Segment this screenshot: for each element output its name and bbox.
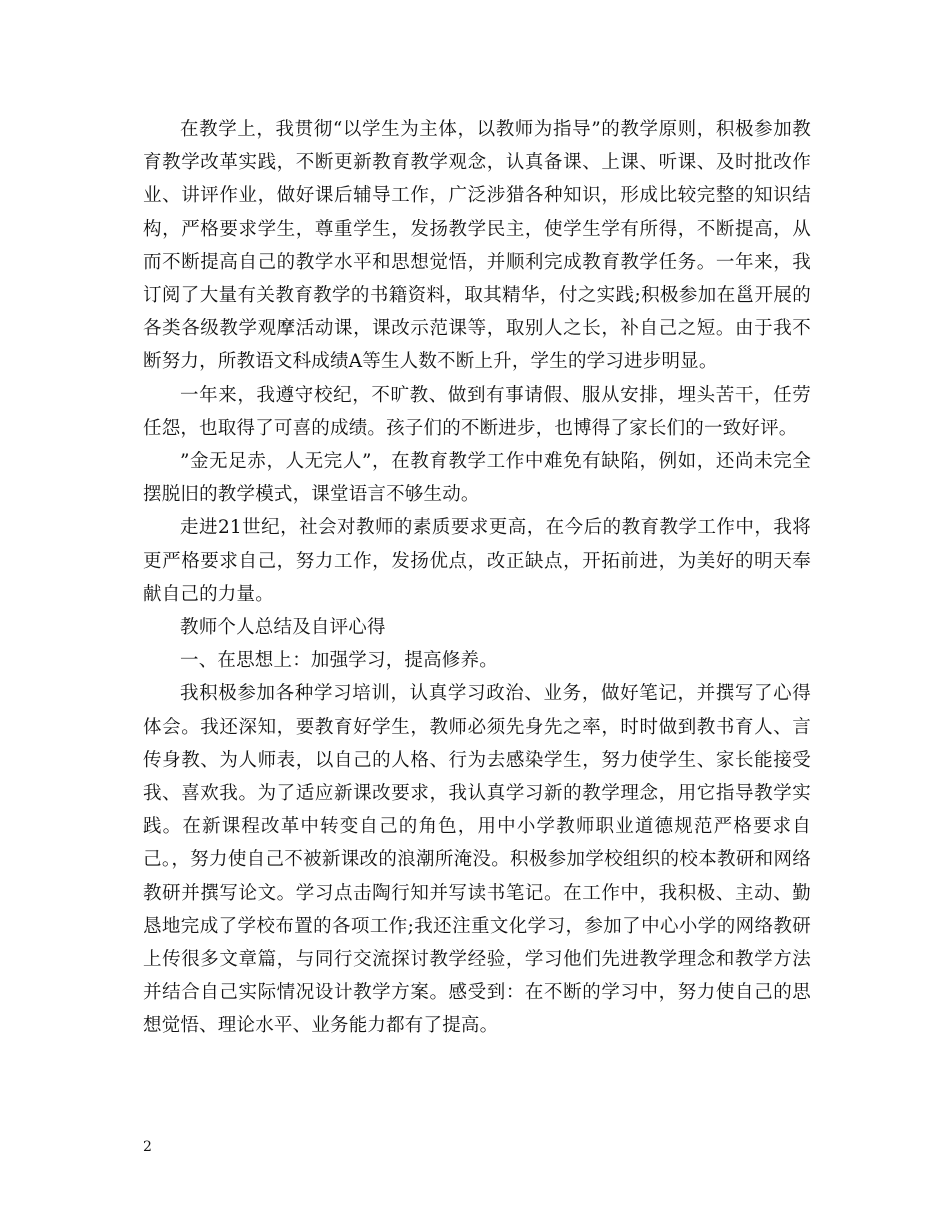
section-heading-thought: 一、在思想上：加强学习，提高修养。	[180, 650, 498, 672]
paragraph-future: 走进21世纪，社会对教师的素质要求更高，在今后的教育教学工作中，我将更严格要求自己，努力工作，发扬优点，改正缺点，开拓前进，为美好的明天奉献自己的力量。	[143, 517, 811, 605]
document-body	[143, 113, 811, 1043]
paragraph-study: 我积极参加各种学习培训，认真学习政治、业务，做好笔记，并撰写了心得体会。我还深知，要教育好学生，教师必须先身先之率，时时做到教书育人、言传身教、为人师表，以自己的人格、行为去感染学生，努力使学生、家长能接受我、喜欢我。为了适应新课改要求，我认真学习新的教学理念，用它指导教学实践。在新课程改革中转变自己的角色，用中小学教师职业道德规范严格要求自己。，努力使自己不被新课改的浪潮所淹没。积极参加学校组织的校本教研和网络教研并撰写论文。学习点击陶行知并写读书笔记。在工作中，我积极、主动、勤恳地完成了学校布置的各项工作;我还注重文化学习，参加了中心小学的网络教研上传很多文章篇，与同行交流探讨教学经验，学习他们先进教学理念和教学方法并结合自己实际情况设计教学方案。感受到：在不断的学习中，努力使自己的思想觉悟、理论水平、业务能力都有了提高。	[143, 683, 811, 1037]
section-title: 教师个人总结及自评心得	[180, 617, 386, 639]
paragraph-discipline: 一年来，我遵守校纪，不旷教、做到有事请假、服从安排，埋头苦干，任劳任怨，也取得了可喜的成绩。孩子们的不断进步，也博得了家长们的一致好评。	[143, 384, 811, 439]
page-number: 2	[143, 1139, 152, 1155]
paragraph-shortcomings: ”金无足赤，人无完人”，在教育教学工作中难免有缺陷，例如，还尚未完全摆脱旧的教学模式，课堂语言不够生动。	[143, 451, 811, 506]
paragraph-teaching: 在教学上，我贯彻“以学生为主体，以教师为指导”的教学原则，积极参加教育教学改革实践，不断更新教育教学观念，认真备课、上课、听课、及时批改作业、讲评作业，做好课后辅导工作，广泛涉猎各种知识，形成比较完整的知识结构，严格要求学生，尊重学生，发扬教学民主，使学生学有所得，不断提高，从而不断提高自己的教学水平和思想觉悟，并顺利完成教育教学任务。一年来，我订阅了大量有关教育教学的书籍资料，取其精华，付之实践;积极参加在邕开展的各类各级教学观摩活动课，课改示范课等，取别人之长，补自己之短。由于我不断努力，所教语文科成绩A等生人数不断上升，学生的学习进步明显。	[143, 119, 811, 373]
